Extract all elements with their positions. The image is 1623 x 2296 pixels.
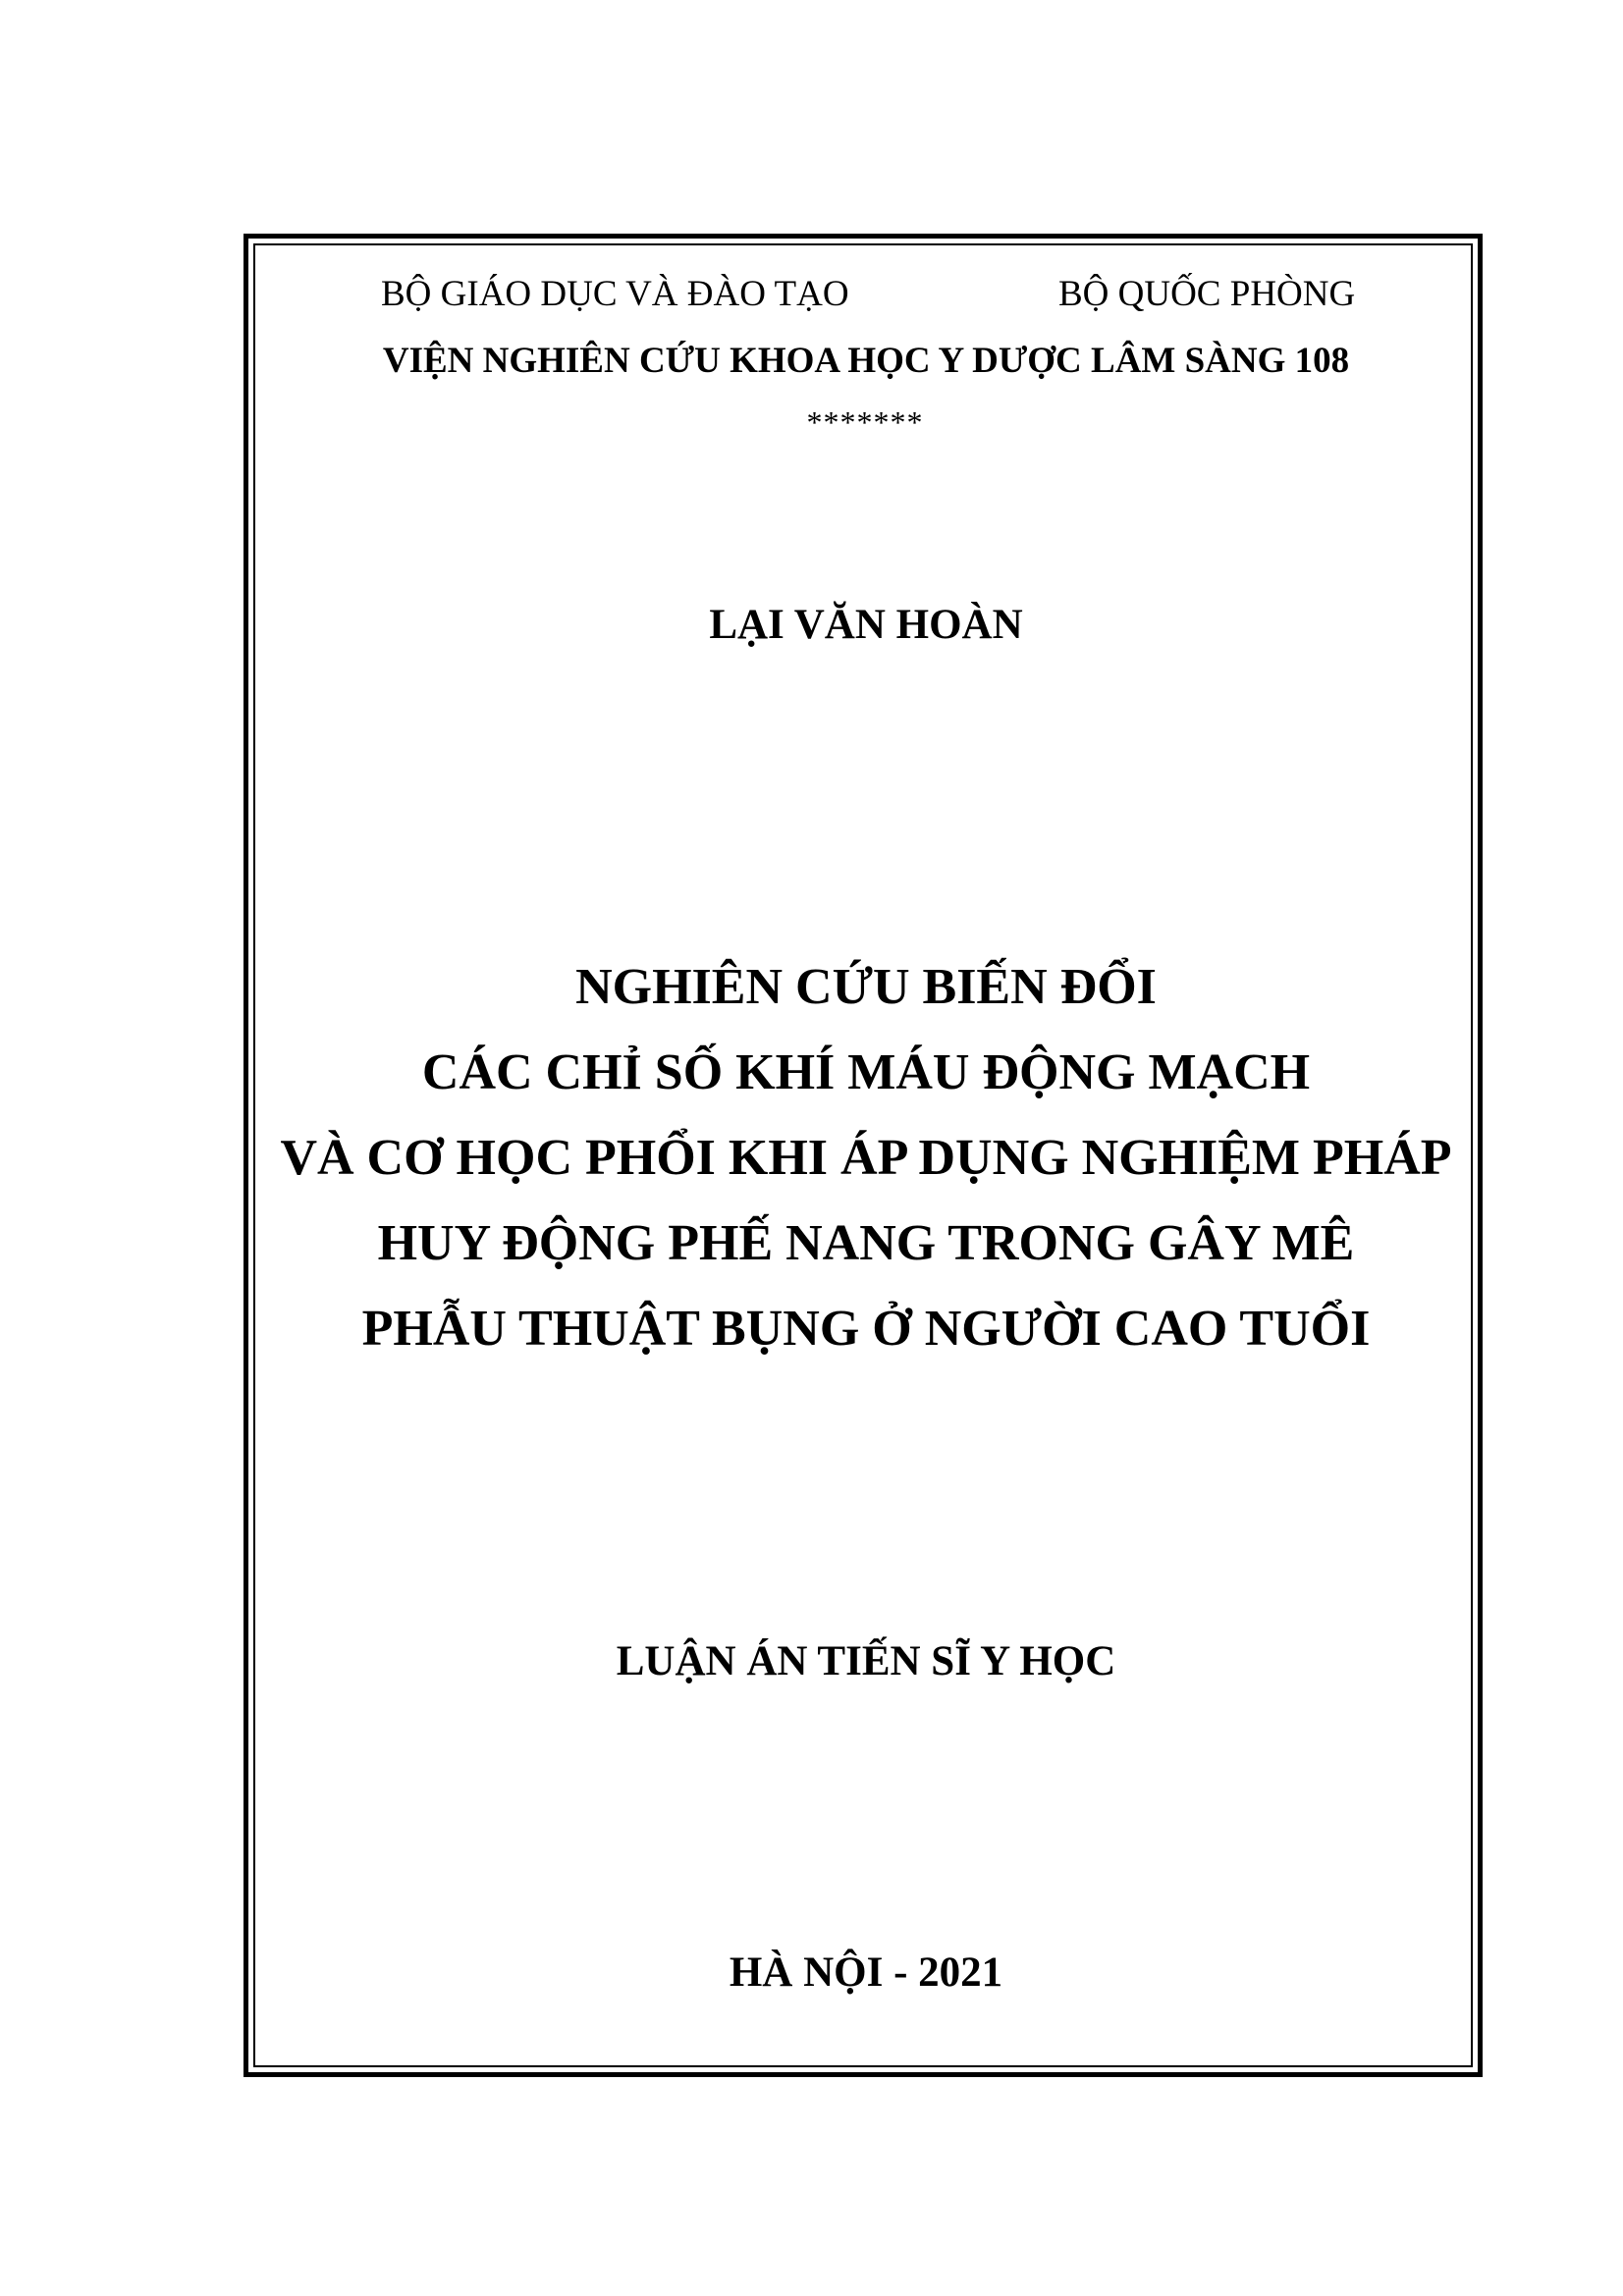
separator-stars: *******: [806, 404, 924, 440]
place-and-year: HÀ NỘI - 2021: [729, 1949, 1003, 1996]
title-line: VÀ CƠ HỌC PHỔI KHI ÁP DỤNG NGHIỆM PHÁP: [280, 1130, 1452, 1186]
degree-label: LUẬN ÁN TIẾN SĨ Y HỌC: [616, 1638, 1116, 1684]
title-line: CÁC CHỈ SỐ KHÍ MÁU ĐỘNG MẠCH: [421, 1044, 1311, 1100]
ministry-defence: BỘ QUỐC PHÒNG: [1058, 274, 1356, 314]
author-name: LẠI VĂN HOÀN: [709, 602, 1023, 648]
title-line: HUY ĐỘNG PHẾ NANG TRONG GÂY MÊ: [377, 1215, 1355, 1271]
title-line: PHẪU THUẬT BỤNG Ở NGƯỜI CAO TUỔI: [361, 1301, 1371, 1357]
title-line: NGHIÊN CỨU BIẾN ĐỔI: [575, 959, 1157, 1015]
thesis-title: [0, 944, 1623, 1371]
ministry-education: BỘ GIÁO DỤC VÀ ĐÀO TẠO: [381, 274, 849, 314]
institute-name: VIỆN NGHIÊN CỨU KHOA HỌC Y DƯỢC LÂM SÀNG 108: [382, 341, 1350, 381]
